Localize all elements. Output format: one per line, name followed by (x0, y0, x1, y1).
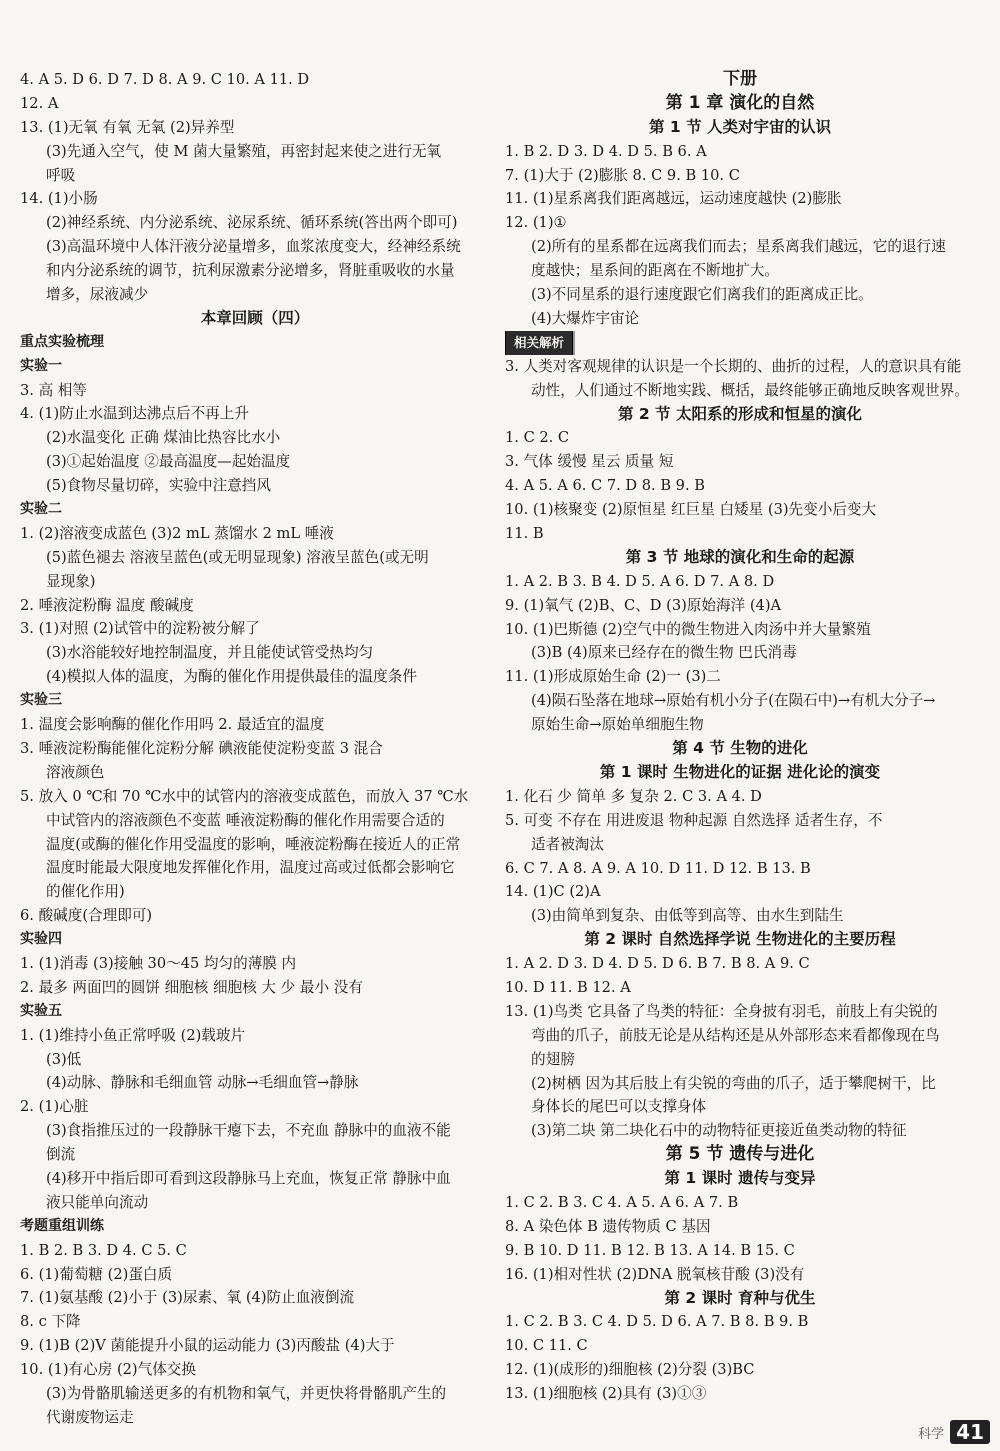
answer-continuation: 温度(或酶的催化作用受温度的影响，唾液淀粉酶在接近人的正常 (46, 835, 461, 853)
answer-continuation: (3)高温环境中人体汗液分泌量增多，血浆浓度变大，经神经系统 (46, 238, 461, 256)
answer-line: 12. A (20, 94, 59, 112)
answer-line: 6. 酸碱度(合理即可) (20, 907, 153, 925)
answer-line: 8. c 下降 (20, 1313, 81, 1331)
section-heading: 第 2 课时 自然选择学说 生物进化的主要历程 (584, 930, 896, 949)
answer-line: 14. (1)C (2)A (505, 883, 601, 901)
answer-line: 10. D 11. B 12. A (505, 978, 631, 996)
answer-continuation: (3)①起始温度 ②最高温度—起始温度 (46, 453, 291, 471)
answer-line: 1. C 2. B 3. C 4. A 5. A 6. A 7. B (505, 1193, 739, 1211)
answer-line: 9. B 10. D 11. B 12. B 13. A 14. B 15. C (505, 1241, 795, 1259)
left-column (20, 68, 490, 1430)
answer-line: 1. C 2. B 3. C 4. D 5. D 6. A 7. B 8. B 9. B (505, 1313, 809, 1331)
section-heading: 本章回顾（四） (200, 308, 310, 327)
answer-line: 11. B (505, 525, 544, 543)
section-heading: 第 1 章 演化的自然 (665, 92, 815, 113)
answer-line: 2. 最多 两面凹的圆饼 细胞核 细胞核 大 少 最小 没有 (20, 978, 363, 996)
answer-continuation: (3)先通入空气，使 M 菌大量繁殖，再密封起来使之进行无氧 (46, 142, 442, 160)
answer-line: 1. 化石 少 简单 多 复杂 2. C 3. A 4. D (505, 787, 762, 805)
answer-continuation: (3)B (4)原来已经存在的微生物 巴氏消毒 (531, 644, 797, 662)
answer-continuation: 的翅膀 (531, 1050, 575, 1068)
answer-line: 5. 放入 0 ℃和 70 ℃水中的试管内的溶液变成蓝色，而放入 37 ℃水 (20, 787, 469, 805)
sub-heading: 考题重组训练 (20, 1217, 104, 1234)
answer-line: 2. 唾液淀粉酶 温度 酸碱度 (20, 596, 194, 614)
section-heading: 第 2 课时 育种与优生 (664, 1288, 816, 1307)
answer-line: 12. (1)(成形的)细胞核 (2)分裂 (3)BC (505, 1361, 755, 1379)
answer-continuation: 增多，尿液减少 (46, 286, 149, 304)
answer-continuation: (2)树栖 因为其后肢上有尖锐的弯曲的爪子，适于攀爬树干，比 (531, 1074, 936, 1092)
section-heading: 第 2 节 太阳系的形成和恒星的演化 (618, 404, 862, 423)
answer-continuation: (4)移开中指后即可看到这段静脉马上充血，恢复正常 静脉中血 (46, 1169, 451, 1187)
answer-continuation: 倒流 (46, 1146, 76, 1164)
section-heading: 第 1 节 人类对宇宙的认识 (649, 117, 831, 136)
answer-line: 4. A 5. A 6. C 7. D 8. B 9. B (505, 477, 705, 495)
answer-line: 12. (1)① (505, 214, 567, 232)
answer-line: 5. 可变 不存在 用进废退 物种起源 自然选择 适者生存，不 (505, 811, 883, 829)
answer-continuation: (3)水浴能较好地控制温度，并且能使试管受热均匀 (46, 644, 374, 662)
sub-heading: 实验二 (20, 501, 62, 518)
answer-line: 6. C 7. A 8. A 9. A 10. D 11. D 12. B 13. B (505, 859, 811, 877)
answer-continuation: (5)蓝色褪去 溶液呈蓝色(或无明显现象) 溶液呈蓝色(或无明 (46, 548, 429, 566)
right-column (505, 68, 975, 1406)
answer-line: 1. B 2. D 3. D 4. D 5. B 6. A (505, 142, 707, 160)
answer-continuation: 和内分泌系统的调节，抗利尿激素分泌增多，肾脏重吸收的水量 (46, 262, 455, 280)
answer-continuation: (3)第二块 第二块化石中的动物特征更接近鱼类动物的特征 (531, 1122, 907, 1140)
answer-continuation: (3)由简单到复杂、由低等到高等、由水生到陆生 (531, 907, 844, 925)
section-heading: 第 1 课时 遗传与变异 (664, 1169, 816, 1188)
answer-continuation: (2)所有的星系都在远离我们而去；星系离我们越远，它的退行速 (531, 238, 946, 256)
answer-line: 11. (1)星系离我们距离越远，运动速度越快 (2)膨胀 (505, 190, 842, 208)
answer-line: 10. (1)有心房 (2)气体交换 (20, 1361, 196, 1379)
answer-line: 14. (1)小肠 (20, 190, 98, 208)
section-heading: 第 3 节 地球的演化和生命的起源 (625, 547, 855, 566)
section-badge (505, 331, 975, 355)
answer-continuation: (4)大爆炸宇宙论 (531, 309, 640, 327)
answer-continuation: (3)不同星系的退行速度跟它们离我们的距离成正比。 (531, 286, 873, 304)
sub-heading: 实验四 (20, 931, 62, 948)
answer-line: 9. (1)氧气 (2)B、C、D (3)原始海洋 (4)A (505, 596, 782, 614)
answer-continuation: (4)动脉、静脉和毛细血管 动脉→毛细血管→静脉 (46, 1074, 359, 1092)
answer-continuation: 液只能单向流动 (46, 1193, 149, 1211)
section-heading: 第 4 节 生物的进化 (672, 739, 808, 758)
answer-continuation: (2)水温变化 正确 煤油比热容比水小 (46, 429, 281, 447)
answer-continuation: 中试管内的溶液颜色不变蓝 唾液淀粉酶的催化作用需要合适的 (46, 811, 445, 829)
answer-line: 1. (1)消毒 (3)接触 30～45 均匀的薄膜 内 (20, 954, 297, 972)
answer-line: 10. (1)巴斯德 (2)空气中的微生物进入肉汤中并大量繁殖 (505, 620, 871, 638)
answer-line: 10. (1)核聚变 (2)原恒星 红巨星 白矮星 (3)先变小后变大 (505, 501, 877, 519)
sub-heading: 实验一 (20, 357, 62, 374)
answer-continuation: (3)低 (46, 1050, 82, 1068)
answer-line: 1. B 2. B 3. D 4. C 5. C (20, 1241, 187, 1259)
answer-line: 3. 人类对客观规律的认识是一个长期的、曲折的过程，人的意识具有能 (505, 357, 962, 375)
answer-line: 3. 唾液淀粉酶能催化淀粉分解 碘液能使淀粉变蓝 3 混合 (20, 739, 383, 757)
answer-line: 13. (1)鸟类 它具备了鸟类的特征：全身披有羽毛，前肢上有尖锐的 (505, 1002, 938, 1020)
section-heading: 第 1 课时 生物进化的证据 进化论的演变 (599, 762, 881, 781)
answer-line: 1. C 2. C (505, 429, 570, 447)
sub-heading: 实验五 (20, 1002, 62, 1019)
answer-continuation: (4)陨石坠落在地球→原始有机小分子(在陨石中)→有机大分子→ (531, 692, 936, 710)
page-number: 41 (950, 1420, 990, 1444)
answer-line: 9. (1)B (2)V 菌能提升小鼠的运动能力 (3)丙酸盐 (4)大于 (20, 1337, 395, 1355)
answer-line: 1. 温度会影响酶的催化作用吗 2. 最适宜的温度 (20, 716, 325, 734)
answer-line: 1. (2)溶液变成蓝色 (3)2 mL 蒸馏水 2 mL 唾液 (20, 524, 334, 542)
answer-continuation: 溶液颜色 (46, 763, 105, 781)
page-footer (820, 1418, 990, 1446)
answer-continuation: 显现象) (46, 572, 96, 590)
section-heading: 第 5 节 遗传与进化 (665, 1144, 815, 1165)
answer-line: 1. (1)维持小鱼正常呼吸 (2)载玻片 (20, 1026, 246, 1044)
answer-continuation: 度越快；星系间的距离在不断地扩大。 (531, 262, 780, 280)
answer-continuation: 的催化作用) (46, 883, 125, 901)
sub-heading: 实验三 (20, 692, 62, 709)
answer-line: 7. (1)氨基酸 (2)小于 (3)尿素、氧 (4)防止血液倒流 (20, 1289, 355, 1307)
sub-heading: 重点实验梳理 (20, 333, 104, 350)
answer-line: 10. C 11. C (505, 1337, 588, 1355)
answer-line: 2. (1)心脏 (20, 1098, 89, 1116)
answer-line: 16. (1)相对性状 (2)DNA 脱氧核苷酸 (3)没有 (505, 1265, 805, 1283)
answer-line: 3. 高 相等 (20, 381, 87, 399)
answer-line: 8. A 染色体 B 遗传物质 C 基因 (505, 1217, 711, 1235)
answer-continuation: 温度时能最大限度地发挥催化作用，温度过高或过低都会影响它 (46, 859, 455, 877)
section-heading: 下册 (723, 69, 757, 89)
answer-line: 6. (1)葡萄糖 (2)蛋白质 (20, 1265, 173, 1283)
answer-line: 4. A 5. D 6. D 7. D 8. A 9. C 10. A 11. D (20, 71, 310, 88)
answer-line: 1. A 2. B 3. B 4. D 5. A 6. D 7. A 8. D (505, 572, 775, 590)
related-analysis-badge: 相关解析 (505, 331, 573, 355)
answer-continuation: (2)神经系统、内分泌系统、泌尿系统、循环系统(答出两个即可) (46, 214, 458, 232)
answer-continuation: 代谢废物运走 (46, 1408, 134, 1426)
answer-line: 3. 气体 缓慢 星云 质量 短 (505, 453, 674, 471)
answer-continuation: 身体长的尾巴可以支撑身体 (531, 1098, 707, 1116)
answer-continuation: 适者被淘汰 (531, 835, 604, 853)
answer-line: 7. (1)大于 (2)膨胀 8. C 9. B 10. C (505, 166, 740, 184)
answer-continuation: 弯曲的爪子，前肢无论是从结构还是从外部形态来看都像现在鸟 (531, 1026, 940, 1044)
answer-continuation: 原始生命→原始单细胞生物 (531, 716, 704, 734)
answer-continuation: (5)食物尽量切碎，实验中注意挡风 (46, 477, 271, 495)
answer-continuation: (3)为骨骼肌输送更多的有机物和氧气，并更快将骨骼肌产生的 (46, 1384, 447, 1402)
answer-line: 13. (1)细胞核 (2)具有 (3)①③ (505, 1385, 707, 1403)
footer-subject: 科学 (918, 1426, 945, 1442)
answer-continuation: (3)食指推压过的一段静脉干瘪下去，不充血 静脉中的血液不能 (46, 1122, 451, 1140)
answer-line: 3. (1)对照 (2)试管中的淀粉被分解了 (20, 620, 260, 638)
answer-continuation: 动性，人们通过不断地实践、概括，最终能够正确地反映客观世界。 (531, 381, 969, 399)
answer-line: 13. (1)无氧 有氧 无氧 (2)异养型 (20, 118, 235, 136)
answer-continuation: (4)模拟人体的温度，为酶的催化作用提供最佳的温度条件 (46, 668, 417, 686)
answer-line: 4. (1)防止水温到达沸点后不再上升 (20, 405, 249, 423)
answer-line: 11. (1)形成原始生命 (2)一 (3)二 (505, 668, 721, 686)
answer-continuation: 呼吸 (46, 166, 76, 184)
answer-line: 1. A 2. D 3. D 4. D 5. D 6. B 7. B 8. A 9. C (505, 955, 810, 973)
